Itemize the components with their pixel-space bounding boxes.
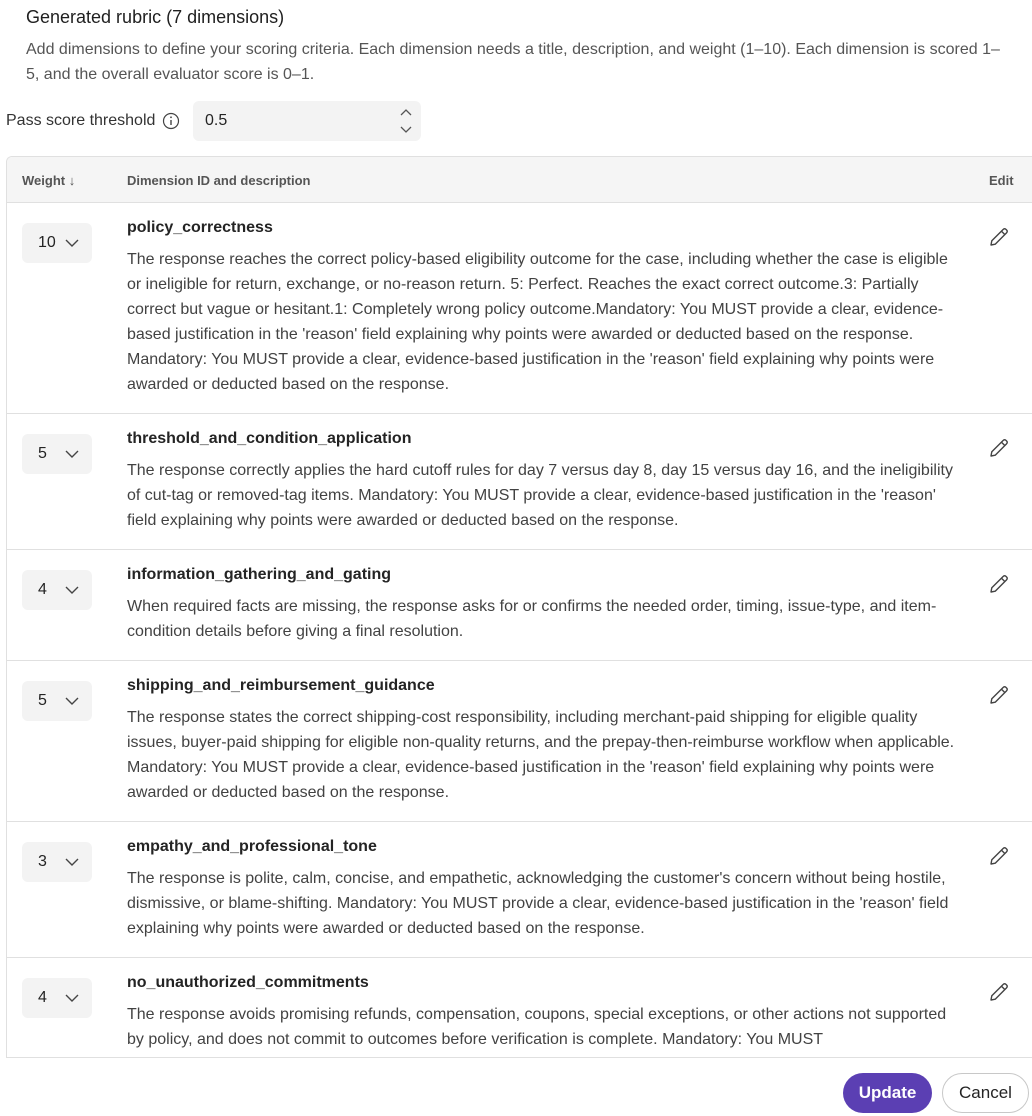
dimension-description: The response states the correct shipping-cost responsibility, including merchant-paid shipping for eligible quality issues, buyer-paid shipping for eligible non-quality returns, and the prepay-then-reimburse workflow when applicable. Mandatory: You MUST provide a clear, evidence-based justification in the 'reason' field explaining why points were awarded or deducted based on the response. — [127, 709, 955, 801]
edit-pencil-icon[interactable] — [987, 980, 1011, 1004]
update-button[interactable]: Update — [843, 1073, 932, 1113]
dimension-description: The response avoids promising refunds, compensation, coupons, special exceptions, or other actions not supported by policy, and does not commit to outcomes before verification is complete. Mandatory: You MUST — [127, 1006, 947, 1048]
table-row — [7, 661, 1032, 822]
table-row — [7, 822, 1032, 958]
weight-value: 3 — [38, 853, 47, 870]
weight-value: 4 — [38, 581, 47, 598]
weight-value: 4 — [38, 989, 47, 1006]
dimension-description: The response correctly applies the hard cutoff rules for day 7 versus day 8, day 15 versus day 16, and the ineligibility of cut-tag or removed-tag items. Mandatory: You MUST provide a clear, evidence-based justification in the 'reason' field explaining why points were awarded or deducted based on the response. — [127, 462, 953, 529]
column-header-weight[interactable]: Weight ↓ — [22, 173, 76, 188]
weight-value: 5 — [38, 445, 47, 462]
dimension-id: threshold_and_condition_application — [127, 430, 412, 447]
edit-pencil-icon[interactable] — [987, 844, 1011, 868]
dimension-id: policy_correctness — [127, 219, 273, 236]
chevron-down-icon — [64, 584, 80, 596]
table-row — [7, 550, 1032, 661]
pass-threshold-input[interactable] — [193, 101, 421, 141]
dimension-id: information_gathering_and_gating — [127, 566, 392, 583]
dimension-description: The response reaches the correct policy-based eligibility outcome for the case, including whether the case is eligible or ineligible for return, exchange, or no-reason return. 5: Perfect. Reaches the exact correct outcome.3: Partially correct but vague or hesitant.1: Completely wrong policy outcome.Mandatory: You MUST provide a clear, evidence-based justification in the 'reason' field explaining why points were awarded or deducted based on the response. Mandatory: You MUST provide a clear, evidence-based justification in the 'reason' field explaining why points were awarded or deducted based on the response. — [127, 251, 948, 393]
chevron-down-icon — [64, 695, 80, 707]
weight-select[interactable] — [22, 223, 92, 263]
chevron-down-icon — [64, 992, 80, 1004]
column-header-edit: Edit — [989, 173, 1014, 188]
weight-select[interactable] — [22, 842, 92, 882]
chevron-down-icon — [64, 237, 80, 249]
pass-threshold-label: Pass score threshold — [6, 112, 156, 129]
weight-select[interactable] — [22, 681, 92, 721]
info-icon[interactable] — [162, 112, 180, 130]
dimension-id: shipping_and_reimbursement_guidance — [127, 677, 435, 694]
column-header-dimension: Dimension ID and description — [127, 173, 311, 188]
cancel-button[interactable]: Cancel — [942, 1073, 1029, 1113]
rubric-title: Generated rubric (7 dimensions) — [26, 7, 285, 27]
weight-select[interactable] — [22, 978, 92, 1018]
edit-pencil-icon[interactable] — [987, 572, 1011, 596]
rubric-description: Add dimensions to define your scoring criteria. Each dimension needs a title, description, and weight (1–10). Each dimension is scored 1–5, and the overall evaluator score is 0–1. — [26, 41, 1000, 83]
dialog-footer — [0, 1058, 1032, 1116]
chevron-down-icon[interactable] — [399, 125, 413, 135]
dimension-description: When required facts are missing, the response asks for or confirms the needed order, timing, issue-type, and item-condition details before giving a final resolution. — [127, 598, 937, 640]
weight-value: 10 — [38, 234, 56, 251]
pass-threshold-row — [6, 101, 228, 141]
pass-threshold-value: 0.5 — [205, 112, 228, 129]
weight-select[interactable] — [22, 434, 92, 474]
edit-pencil-icon[interactable] — [987, 683, 1011, 707]
dimension-description: The response is polite, calm, concise, and empathetic, acknowledging the customer's concern without being hostile, dismissive, or blame-shifting. Mandatory: You MUST provide a clear, evidence-based justification in the 'reason' field explaining why points were awarded or deducted based on the response. — [127, 870, 949, 937]
chevron-up-icon[interactable] — [399, 107, 413, 117]
table-row — [7, 203, 1032, 414]
rubric-table — [6, 156, 1032, 1058]
table-header — [7, 157, 1032, 203]
edit-pencil-icon[interactable] — [987, 436, 1011, 460]
table-row — [7, 958, 1032, 1058]
number-spinner[interactable] — [399, 107, 413, 135]
table-row — [7, 414, 1032, 550]
chevron-down-icon — [64, 448, 80, 460]
edit-pencil-icon[interactable] — [987, 225, 1011, 249]
weight-select[interactable] — [22, 570, 92, 610]
dimension-id: empathy_and_professional_tone — [127, 838, 377, 855]
chevron-down-icon — [64, 856, 80, 868]
weight-value: 5 — [38, 692, 47, 709]
dimension-id: no_unauthorized_commitments — [127, 974, 369, 991]
